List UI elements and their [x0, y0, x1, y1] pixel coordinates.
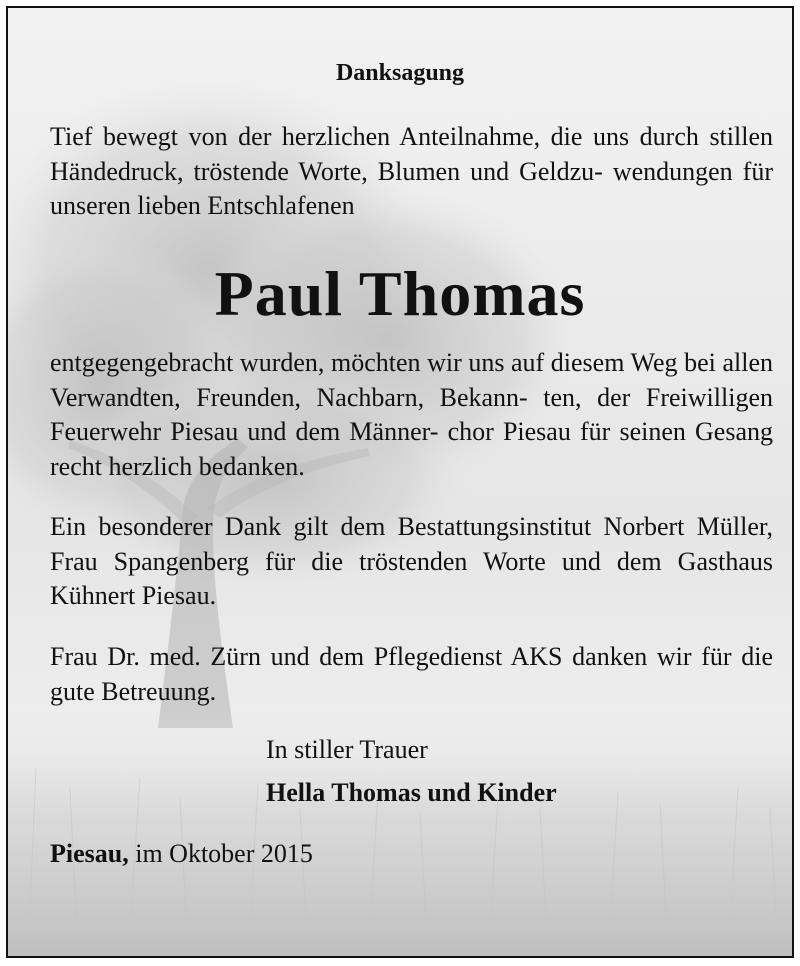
special-thanks-line: dem Gasthaus Kühnert Piesau.: [50, 546, 773, 610]
thanks-paragraph: [50, 346, 773, 484]
care-thanks-line: für die gute Betreuung.: [50, 642, 773, 706]
special-thanks-line: Müller, Frau Spangenberg für die tröstenden Worte und: [50, 512, 774, 576]
thanks-line: chor Piesau für seinen Gesang recht herzlich bedanken.: [50, 417, 774, 481]
thanks-line: Weg bei allen Verwandten, Freunden, Nachbarn, Bekann-: [50, 348, 773, 412]
thanks-line: ten, der Freiwilligen Feuerwehr Piesau und dem Männer-: [50, 382, 773, 446]
place-date: [50, 837, 313, 871]
obituary-notice: [6, 6, 794, 958]
intro-paragraph: [50, 120, 773, 224]
special-thanks-paragraph: [50, 510, 773, 614]
intro-line: wendungen für unseren lieben Entschlafenen: [50, 156, 773, 220]
intro-line: stillen Händedruck, tröstende Worte, Blumen und Geldzu-: [50, 122, 773, 186]
thanks-line: entgegengebracht wurden, möchten wir uns auf diesem: [50, 348, 625, 377]
notice-heading: Danksagung: [335, 60, 465, 86]
intro-line: Tief bewegt von der herzlichen Anteilnahme, die uns durch: [50, 122, 699, 151]
signature: Hella Thomas und Kinder: [266, 778, 557, 807]
date: im Oktober 2015: [135, 839, 313, 868]
special-thanks-line: Ein besonderer Dank gilt dem Bestattungsinstitut Norbert: [50, 512, 685, 541]
place: Piesau,: [50, 839, 129, 868]
notice-text: [8, 8, 792, 956]
care-thanks-paragraph: [50, 640, 773, 709]
deceased-name: Paul Thomas: [214, 258, 586, 329]
care-thanks-line: Frau Dr. med. Zürn und dem Pflegedienst AKS danken wir: [50, 642, 692, 671]
mourning-phrase: In stiller Trauer: [266, 735, 428, 764]
